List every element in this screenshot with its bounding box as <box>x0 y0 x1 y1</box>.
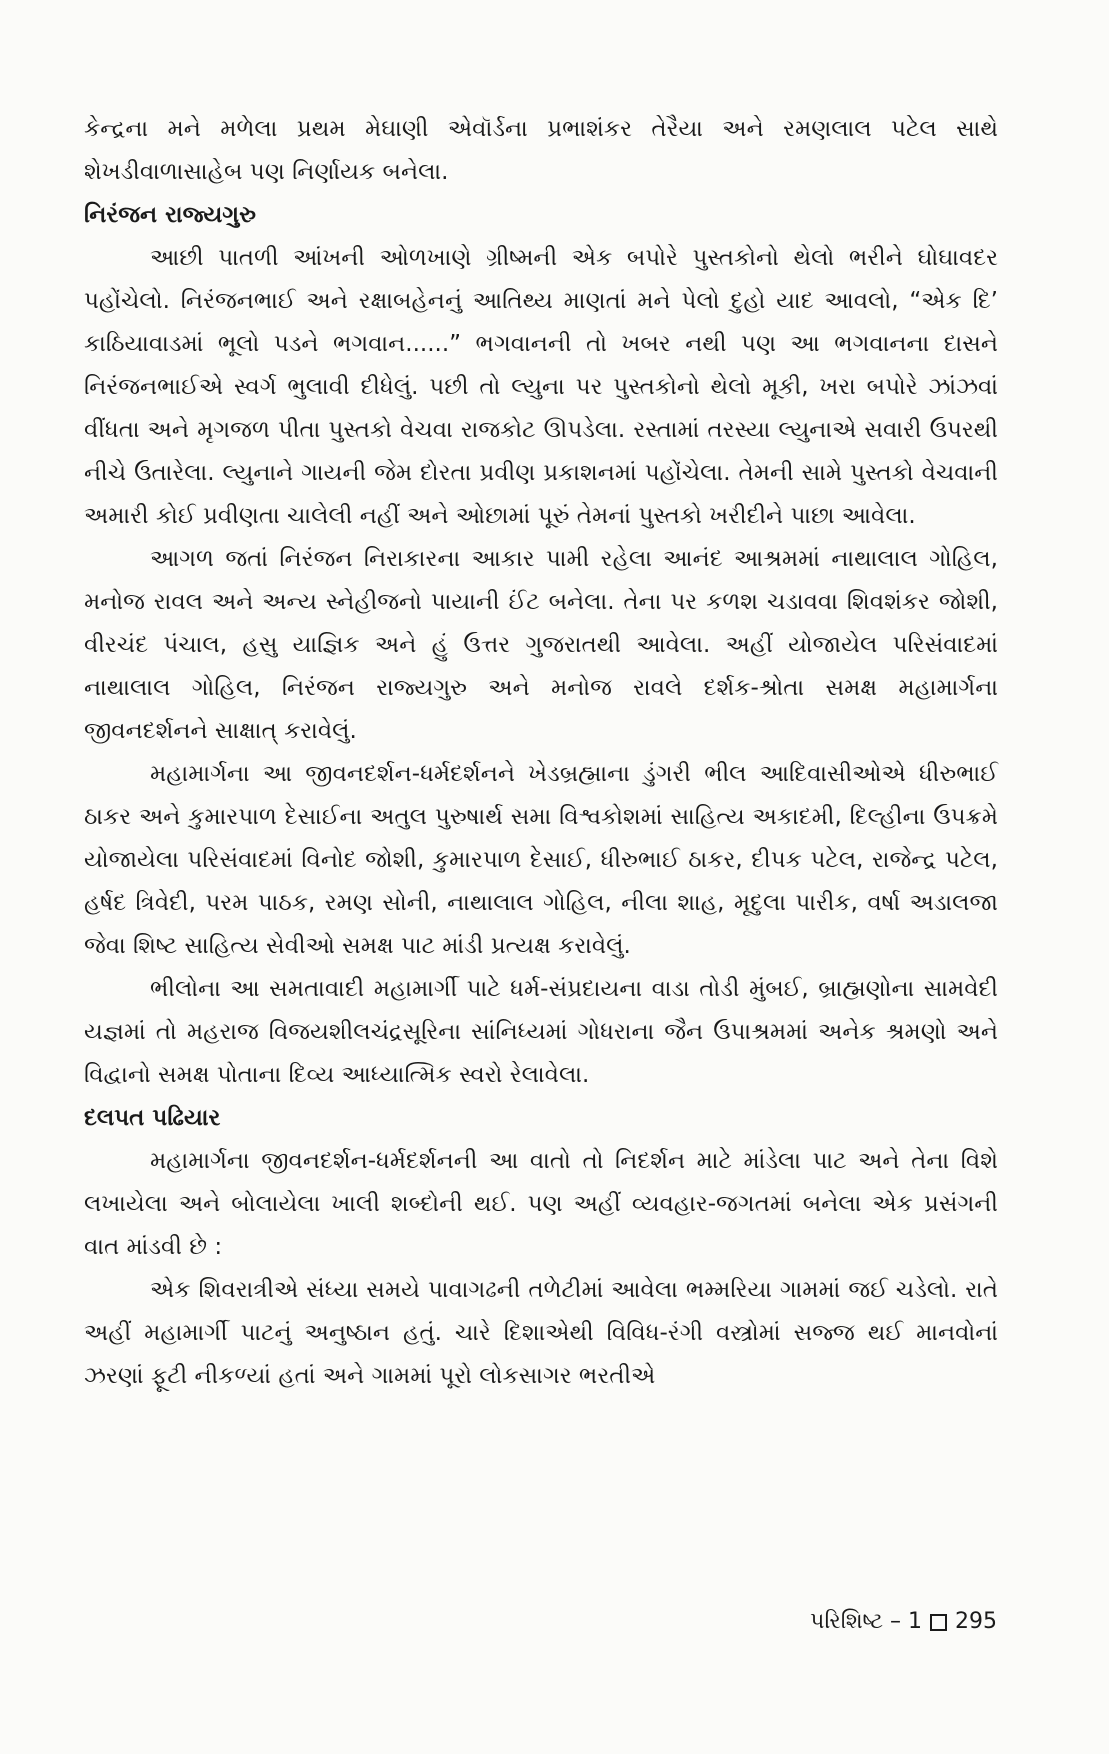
section-heading: દલપત પઢિયાર <box>84 1105 221 1131</box>
body-paragraph: આગળ જતાં નિરંજન નિરાકારના આકાર પામી રહેલા આનંદ આશ્રમમાં નાથાલાલ ગોહિલ, મનોજ રાવલ અને અન્ય સ્નેહીજનો પાયાની ઈંટ બનેલા. તેના પર કળશ ચડાવવા શિવશંકર જોશી, વીરચંદ પંચાલ, હસુ યાજ્ઞિક અને હું ઉત્તર ગુજરાતથી આવેલા. અહીં યોજાયેલ પરિસંવાદમાં નાથાલાલ ગોહિલ, નિરંજન રાજ્યગુરુ અને મનોજ રાવલે દર્શક-શ્રોતા સમક્ષ મહામાર્ગના જીવનદર્શનને સાક્ષાત્ કરાવેલું. <box>84 546 998 744</box>
page-number: 295 <box>955 1609 997 1634</box>
appendix-label: પરિશિષ્ટ – 1 <box>810 1609 922 1634</box>
body-paragraph: મહામાર્ગના આ જીવનદર્શન-ધર્મદર્શનને ખેડબ્રહ્માના ડુંગરી ભીલ આદિવાસીઓએ ધીરુભાઈ ઠાકર અને કુમારપાળ દેસાઈના અતુલ પુરુષાર્થ સમા વિશ્વકોશમાં સાહિત્ય અકાદમી, દિલ્હીના ઉપક્રમે યોજાયેલા પરિસંવાદમાં વિનોદ જોશી, કુમારપાળ દેસાઈ, ધીરુભાઈ ઠાકર, દીપક પટેલ, રાજેન્દ્ર પટેલ, હર્ષદ ત્રિવેદી, પરમ પાઠક, રમણ સોની, નાથાલાલ ગોહિલ, નીલા શાહ, મૃદુલા પારીક, વર્ષા અડાલજા જેવા શિષ્ટ સાહિત્ય સેવીઓ સમક્ષ પાટ માંડી પ્રત્યક્ષ કરાવેલું. <box>84 761 998 959</box>
square-bullet-icon <box>930 1614 947 1631</box>
section-heading: નિરંજન રાજ્યગુરુ <box>84 202 256 228</box>
body-paragraph: આછી પાતળી આંખની ઓળખાણે ગ્રીષ્મની એક બપોરે પુસ્તકોનો થેલો ભરીને ઘોઘાવદર પહોંચેલો. નિરંજનભાઈ અને રક્ષાબહેનનું આતિથ્ય માણતાં મને પેલો દુહો યાદ આવલો, “એક દિ’ કાઠિયાવાડમાં ભૂલો પડને ભગવાન......” ભગવાનની તો ખબર નથી પણ આ ભગવાનના દાસને નિરંજનભાઈએ સ્વર્ગ ભુલાવી દીધેલું. પછી તો લ્યુના પર પુસ્તકોનો થેલો મૂકી, ખરા બપોરે ઝાંઝવાં વીંધતા અને મૃગજળ પીતા પુસ્તકો વેચવા રાજકોટ ઊપડેલા. રસ્તામાં તરસ્યા લ્યુનાએ સવારી ઉપરથી નીચે ઉતારેલા. લ્યુનાને ગાયની જેમ દોરતા પ્રવીણ પ્રકાશનમાં પહોંચેલા. તેમની સામે પુસ્તકો વેચવાની અમારી કોઈ પ્રવીણતા ચાલેલી નહીં અને ઓછામાં પૂરું તેમનાં પુસ્તકો ખરીદીને પાછા આવેલા. <box>84 245 998 529</box>
body-paragraph: ભીલોના આ સમતાવાદી મહામાર્ગી પાટે ધર્મ-સંપ્રદાયના વાડા તોડી મુંબઈ, બ્રાહ્મણોના સામવેદી યજ્ઞમાં તો મહરાજ વિજયશીલચંદ્રસૂરિના સાંનિધ્યમાં ગોધરાના જૈન ઉપાશ્રમમાં અનેક શ્રમણો અને વિદ્વાનો સમક્ષ પોતાના દિવ્ય આધ્યાત્મિક સ્વરો રેલાવેલા. <box>84 976 998 1088</box>
page-footer <box>810 1607 997 1637</box>
body-paragraph: કેન્દ્રના મને મળેલા પ્રથમ મેઘાણી એવૉર્ડના પ્રભાશંકર તેરૈયા અને રમણલાલ પટેલ સાથે શેખડીવાળાસાહેબ પણ નિર્ણાયક બનેલા. <box>84 116 998 185</box>
body-paragraph: એક શિવરાત્રીએ સંધ્યા સમયે પાવાગઢની તળેટીમાં આવેલા ભમ્મરિયા ગામમાં જઈ ચડેલો. રાતે અહીં મહામાર્ગી પાટનું અનુષ્ઠાન હતું. ચારે દિશાએથી વિવિધ-રંગી વસ્ત્રોમાં સજ્જ થઈ માનવોનાં ઝરણાં ફૂટી નીકળ્યાં હતાં અને ગામમાં પૂરો લોકસાગર ભરતીએ <box>84 1277 998 1389</box>
page-body <box>84 108 998 1398</box>
body-paragraph: મહામાર્ગના જીવનદર્શન-ધર્મદર્શનની આ વાતો તો નિદર્શન માટે માંડેલા પાટ અને તેના વિશે લખાયેલા અને બોલાયેલા ખાલી શબ્દોની થઈ. પણ અહીં વ્યવહાર-જગતમાં બનેલા એક પ્રસંગની વાત માંડવી છે : <box>84 1148 998 1260</box>
